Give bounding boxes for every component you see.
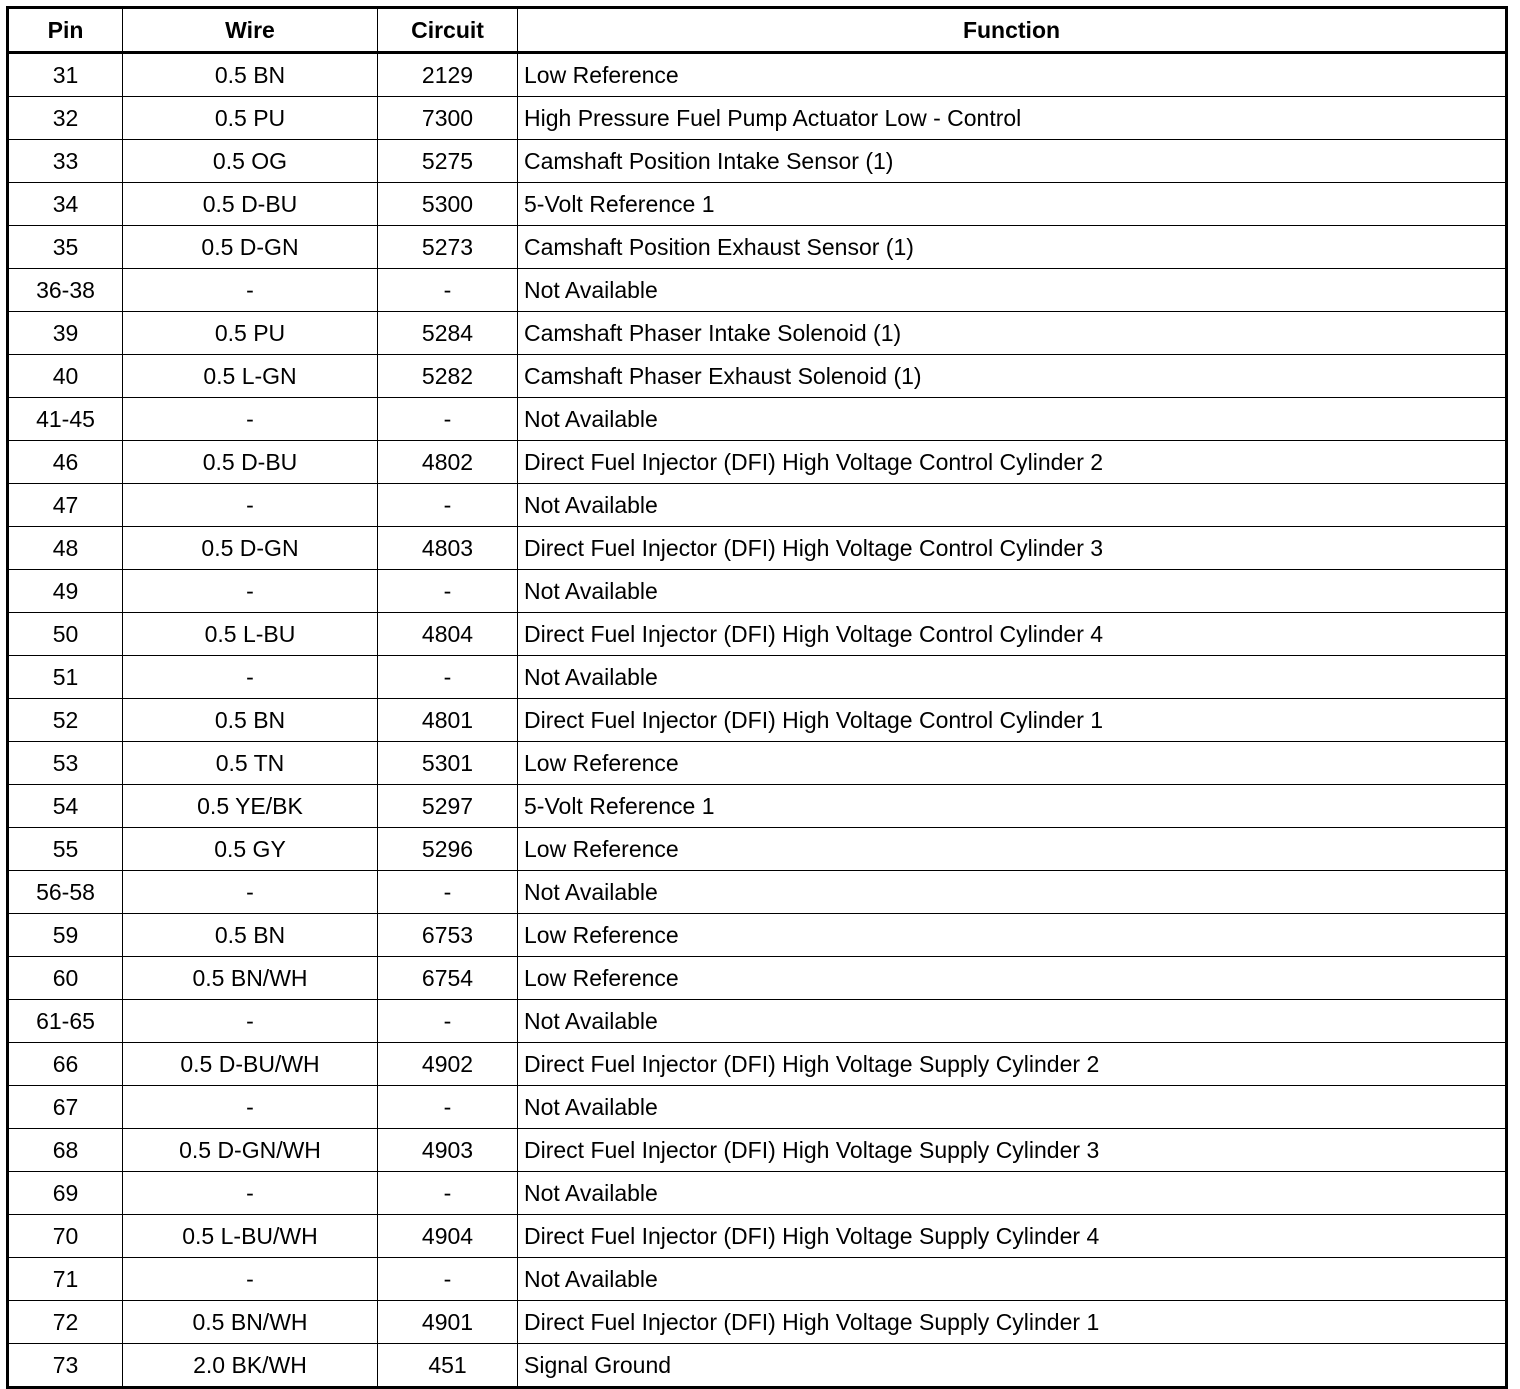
cell-pin: 72 <box>8 1301 123 1344</box>
table-row <box>8 957 1507 1000</box>
cell-pin: 70 <box>8 1215 123 1258</box>
cell-wire: - <box>123 871 378 914</box>
cell-pin: 36-38 <box>8 269 123 312</box>
table-row <box>8 527 1507 570</box>
table-body <box>8 53 1507 1388</box>
table-row <box>8 1301 1507 1344</box>
cell-pin: 59 <box>8 914 123 957</box>
cell-circuit: - <box>378 1000 518 1043</box>
table-row <box>8 914 1507 957</box>
cell-wire: 0.5 L-BU/WH <box>123 1215 378 1258</box>
table-row <box>8 97 1507 140</box>
table-row <box>8 1000 1507 1043</box>
cell-function: Low Reference <box>518 828 1507 871</box>
cell-function: Not Available <box>518 1000 1507 1043</box>
cell-circuit: 4803 <box>378 527 518 570</box>
table-row <box>8 742 1507 785</box>
cell-pin: 52 <box>8 699 123 742</box>
cell-function: Camshaft Position Exhaust Sensor (1) <box>518 226 1507 269</box>
cell-wire: 0.5 BN <box>123 914 378 957</box>
cell-circuit: - <box>378 398 518 441</box>
cell-wire: 0.5 BN/WH <box>123 1301 378 1344</box>
cell-function: Direct Fuel Injector (DFI) High Voltage Supply Cylinder 4 <box>518 1215 1507 1258</box>
cell-wire: - <box>123 570 378 613</box>
table-row <box>8 183 1507 226</box>
table-row <box>8 656 1507 699</box>
cell-circuit: - <box>378 1172 518 1215</box>
header-row <box>8 8 1507 53</box>
cell-wire: - <box>123 484 378 527</box>
cell-function: Camshaft Phaser Intake Solenoid (1) <box>518 312 1507 355</box>
cell-circuit: 2129 <box>378 53 518 97</box>
cell-circuit: 4904 <box>378 1215 518 1258</box>
cell-function: Low Reference <box>518 957 1507 1000</box>
cell-function: Direct Fuel Injector (DFI) High Voltage Control Cylinder 2 <box>518 441 1507 484</box>
cell-wire: 0.5 TN <box>123 742 378 785</box>
cell-function: Not Available <box>518 398 1507 441</box>
table-row <box>8 1043 1507 1086</box>
cell-function: Low Reference <box>518 53 1507 97</box>
cell-pin: 35 <box>8 226 123 269</box>
cell-function: High Pressure Fuel Pump Actuator Low - Control <box>518 97 1507 140</box>
cell-circuit: 451 <box>378 1344 518 1388</box>
cell-function: Direct Fuel Injector (DFI) High Voltage Control Cylinder 4 <box>518 613 1507 656</box>
cell-pin: 66 <box>8 1043 123 1086</box>
table-row <box>8 613 1507 656</box>
cell-function: Not Available <box>518 1086 1507 1129</box>
header-function: Function <box>518 8 1507 53</box>
table-row <box>8 312 1507 355</box>
cell-function: Not Available <box>518 269 1507 312</box>
cell-wire: - <box>123 1258 378 1301</box>
cell-wire: 0.5 GY <box>123 828 378 871</box>
cell-pin: 54 <box>8 785 123 828</box>
cell-pin: 69 <box>8 1172 123 1215</box>
header-circuit: Circuit <box>378 8 518 53</box>
cell-pin: 50 <box>8 613 123 656</box>
table-row <box>8 269 1507 312</box>
cell-function: Signal Ground <box>518 1344 1507 1388</box>
cell-function: Direct Fuel Injector (DFI) High Voltage Control Cylinder 1 <box>518 699 1507 742</box>
table-row <box>8 785 1507 828</box>
cell-circuit: 7300 <box>378 97 518 140</box>
cell-function: 5-Volt Reference 1 <box>518 183 1507 226</box>
cell-function: Low Reference <box>518 742 1507 785</box>
table-row <box>8 828 1507 871</box>
cell-wire: 0.5 D-BU <box>123 441 378 484</box>
cell-function: Not Available <box>518 656 1507 699</box>
cell-wire: 0.5 PU <box>123 312 378 355</box>
cell-function: Direct Fuel Injector (DFI) High Voltage Control Cylinder 3 <box>518 527 1507 570</box>
cell-circuit: 5296 <box>378 828 518 871</box>
header-pin: Pin <box>8 8 123 53</box>
cell-function: Direct Fuel Injector (DFI) High Voltage Supply Cylinder 1 <box>518 1301 1507 1344</box>
cell-pin: 67 <box>8 1086 123 1129</box>
cell-pin: 73 <box>8 1344 123 1388</box>
table-row <box>8 53 1507 97</box>
cell-circuit: 5282 <box>378 355 518 398</box>
cell-pin: 55 <box>8 828 123 871</box>
cell-circuit: 5275 <box>378 140 518 183</box>
cell-function: Not Available <box>518 1172 1507 1215</box>
cell-circuit: - <box>378 1086 518 1129</box>
cell-pin: 32 <box>8 97 123 140</box>
cell-wire: 0.5 D-GN <box>123 226 378 269</box>
cell-circuit: 4802 <box>378 441 518 484</box>
cell-wire: 0.5 D-BU/WH <box>123 1043 378 1086</box>
cell-wire: 2.0 BK/WH <box>123 1344 378 1388</box>
table-row <box>8 1215 1507 1258</box>
cell-function: Direct Fuel Injector (DFI) High Voltage Supply Cylinder 2 <box>518 1043 1507 1086</box>
cell-pin: 34 <box>8 183 123 226</box>
cell-function: Not Available <box>518 871 1507 914</box>
cell-wire: - <box>123 656 378 699</box>
table-row <box>8 398 1507 441</box>
table-row <box>8 699 1507 742</box>
cell-wire: 0.5 BN/WH <box>123 957 378 1000</box>
cell-circuit: 6753 <box>378 914 518 957</box>
cell-pin: 49 <box>8 570 123 613</box>
cell-pin: 33 <box>8 140 123 183</box>
cell-circuit: 5297 <box>378 785 518 828</box>
cell-wire: 0.5 D-GN/WH <box>123 1129 378 1172</box>
table-row <box>8 1344 1507 1388</box>
cell-pin: 46 <box>8 441 123 484</box>
cell-function: Direct Fuel Injector (DFI) High Voltage Supply Cylinder 3 <box>518 1129 1507 1172</box>
cell-circuit: 4903 <box>378 1129 518 1172</box>
cell-pin: 71 <box>8 1258 123 1301</box>
table-row <box>8 1129 1507 1172</box>
table-row <box>8 871 1507 914</box>
cell-circuit: 5301 <box>378 742 518 785</box>
cell-circuit: 6754 <box>378 957 518 1000</box>
cell-wire: 0.5 L-BU <box>123 613 378 656</box>
cell-circuit: 5300 <box>378 183 518 226</box>
cell-function: Not Available <box>518 1258 1507 1301</box>
cell-wire: 0.5 BN <box>123 53 378 97</box>
cell-circuit: 4902 <box>378 1043 518 1086</box>
cell-wire: - <box>123 1086 378 1129</box>
cell-wire: 0.5 D-GN <box>123 527 378 570</box>
cell-wire: - <box>123 1172 378 1215</box>
cell-pin: 31 <box>8 53 123 97</box>
cell-wire: 0.5 OG <box>123 140 378 183</box>
cell-pin: 68 <box>8 1129 123 1172</box>
cell-function: Camshaft Position Intake Sensor (1) <box>518 140 1507 183</box>
table-header <box>8 8 1507 53</box>
cell-circuit: - <box>378 269 518 312</box>
cell-function: Camshaft Phaser Exhaust Solenoid (1) <box>518 355 1507 398</box>
cell-wire: 0.5 PU <box>123 97 378 140</box>
cell-pin: 40 <box>8 355 123 398</box>
cell-circuit: - <box>378 871 518 914</box>
cell-circuit: 4901 <box>378 1301 518 1344</box>
cell-wire: 0.5 YE/BK <box>123 785 378 828</box>
table-row <box>8 441 1507 484</box>
cell-wire: - <box>123 398 378 441</box>
cell-wire: 0.5 BN <box>123 699 378 742</box>
cell-function: Low Reference <box>518 914 1507 957</box>
table-row <box>8 226 1507 269</box>
cell-pin: 51 <box>8 656 123 699</box>
cell-wire: 0.5 D-BU <box>123 183 378 226</box>
table-row <box>8 484 1507 527</box>
table-row <box>8 570 1507 613</box>
table-row <box>8 140 1507 183</box>
cell-pin: 61-65 <box>8 1000 123 1043</box>
cell-pin: 56-58 <box>8 871 123 914</box>
cell-wire: - <box>123 269 378 312</box>
cell-circuit: 4801 <box>378 699 518 742</box>
cell-pin: 60 <box>8 957 123 1000</box>
cell-pin: 53 <box>8 742 123 785</box>
table-row <box>8 1172 1507 1215</box>
cell-function: 5-Volt Reference 1 <box>518 785 1507 828</box>
header-wire: Wire <box>123 8 378 53</box>
table-row <box>8 355 1507 398</box>
cell-pin: 39 <box>8 312 123 355</box>
cell-pin: 47 <box>8 484 123 527</box>
table-row <box>8 1258 1507 1301</box>
cell-circuit: 5284 <box>378 312 518 355</box>
cell-function: Not Available <box>518 484 1507 527</box>
cell-pin: 41-45 <box>8 398 123 441</box>
cell-wire: 0.5 L-GN <box>123 355 378 398</box>
cell-pin: 48 <box>8 527 123 570</box>
cell-circuit: - <box>378 484 518 527</box>
cell-circuit: 4804 <box>378 613 518 656</box>
table-row <box>8 1086 1507 1129</box>
cell-wire: - <box>123 1000 378 1043</box>
cell-circuit: - <box>378 1258 518 1301</box>
cell-function: Not Available <box>518 570 1507 613</box>
cell-circuit: 5273 <box>378 226 518 269</box>
cell-circuit: - <box>378 656 518 699</box>
connector-pinout-table <box>6 6 1508 1389</box>
cell-circuit: - <box>378 570 518 613</box>
